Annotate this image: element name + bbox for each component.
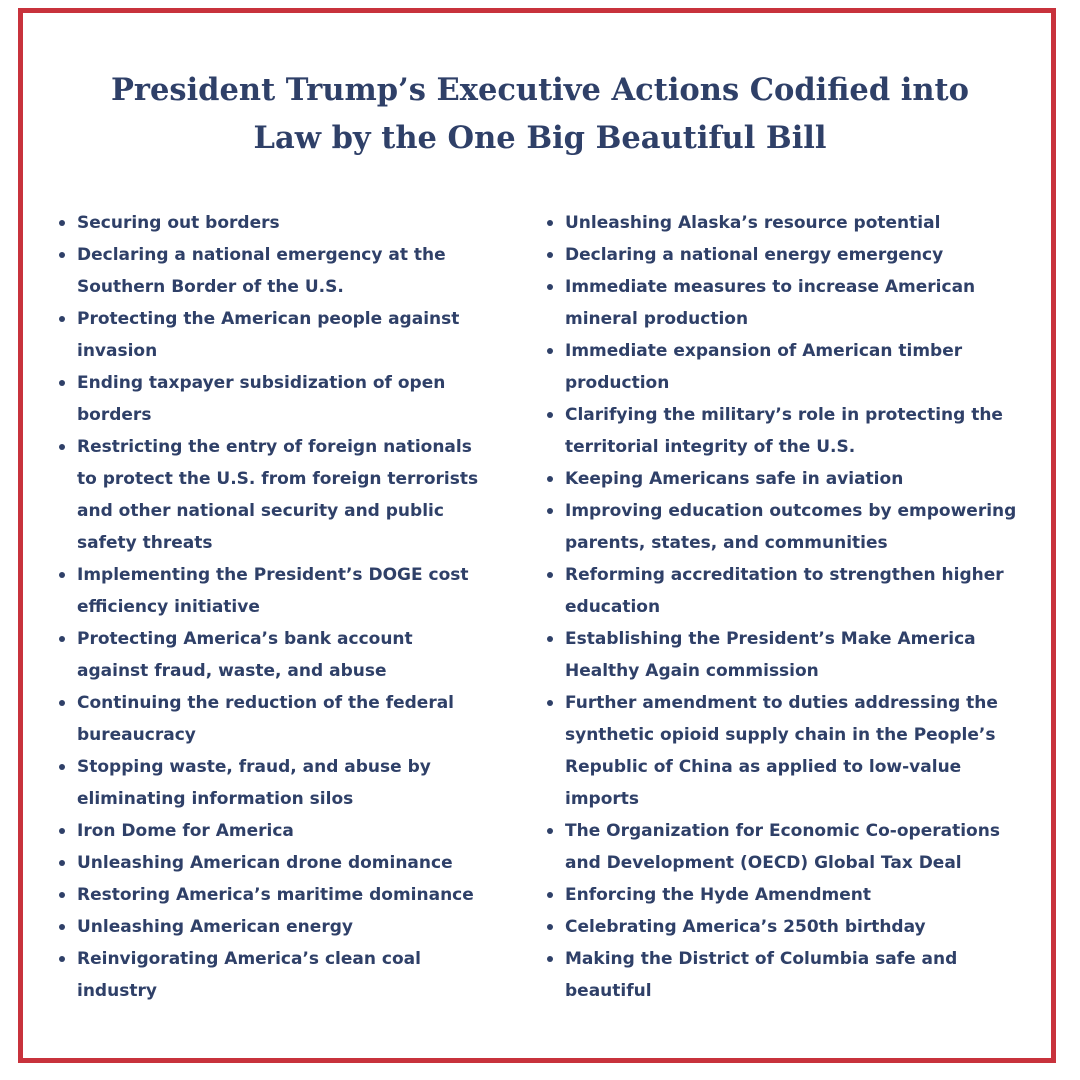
action-item-text: against fraud, waste, and abuse: [77, 661, 387, 681]
bullet-icon: [59, 220, 65, 226]
action-list-item: [52, 687, 502, 751]
action-item-text: Declaring a national energy emergency: [565, 245, 944, 265]
page-title: [0, 66, 1080, 162]
action-list-item: [540, 879, 1040, 911]
right-action-list: [540, 207, 1040, 1007]
action-list-item: [540, 815, 1040, 879]
action-list-item: [540, 207, 1040, 239]
bullet-icon: [59, 636, 65, 642]
action-list-item: [540, 559, 1040, 623]
bullet-icon: [547, 828, 553, 834]
action-item-text: Unleashing Alaska’s resource potential: [565, 213, 941, 233]
action-item-text: Ending taxpayer subsidization of open: [77, 373, 446, 393]
action-list-item: [52, 559, 502, 623]
action-list-item: [52, 367, 502, 431]
bullet-icon: [547, 252, 553, 258]
bullet-icon: [59, 924, 65, 930]
bullet-icon: [547, 924, 553, 930]
action-item-text: beautiful: [565, 981, 652, 1001]
action-list-item: [52, 847, 502, 879]
action-list-item: [540, 687, 1040, 815]
action-list-item: [540, 335, 1040, 399]
action-item-text: Enforcing the Hyde Amendment: [565, 885, 872, 905]
action-item-text: Unleashing American drone dominance: [77, 853, 453, 873]
bullet-icon: [59, 316, 65, 322]
action-item-text: Establishing the President’s Make America: [565, 629, 976, 649]
action-list-item: [52, 815, 502, 847]
bullet-icon: [59, 764, 65, 770]
action-list-item: [540, 399, 1040, 463]
action-list-item: [52, 431, 502, 559]
action-item-text: Republic of China as applied to low-value: [565, 757, 962, 777]
bullet-icon: [59, 700, 65, 706]
bullet-icon: [59, 380, 65, 386]
bullet-icon: [59, 956, 65, 962]
action-list-item: [52, 751, 502, 815]
title-line-1: President Trump’s Executive Actions Codified into: [111, 72, 969, 108]
action-item-text: Clarifying the military’s role in protecting the: [565, 405, 1003, 425]
action-item-text: Immediate measures to increase American: [565, 277, 976, 297]
action-list-item: [540, 271, 1040, 335]
action-item-text: synthetic opioid supply chain in the People’s: [565, 725, 996, 745]
bullet-icon: [547, 636, 553, 642]
action-list-item: [540, 495, 1040, 559]
action-item-text: Further amendment to duties addressing the: [565, 693, 998, 713]
action-item-text: Protecting America’s bank account: [77, 629, 413, 649]
action-item-text: Protecting the American people against: [77, 309, 460, 329]
action-item-text: Declaring a national emergency at the: [77, 245, 446, 265]
action-list-item: [540, 463, 1040, 495]
action-item-text: territorial integrity of the U.S.: [565, 437, 856, 457]
action-item-text: Stopping waste, fraud, and abuse by: [77, 757, 431, 777]
action-item-text: Making the District of Columbia safe and: [565, 949, 958, 969]
action-item-text: Improving education outcomes by empowering: [565, 501, 1017, 521]
bullet-icon: [547, 220, 553, 226]
action-item-text: and Development (OECD) Global Tax Deal: [565, 853, 962, 873]
bullet-icon: [59, 444, 65, 450]
action-item-text: Unleashing American energy: [77, 917, 353, 937]
bullet-icon: [59, 572, 65, 578]
bullet-icon: [547, 892, 553, 898]
left-action-list: [52, 207, 502, 1007]
action-list-item: [540, 623, 1040, 687]
action-item-text: Reforming accreditation to strengthen higher: [565, 565, 1004, 585]
action-list-item: [52, 623, 502, 687]
action-item-text: and other national security and public: [77, 501, 444, 521]
action-item-text: production: [565, 373, 670, 393]
bullet-icon: [59, 252, 65, 258]
action-item-text: imports: [565, 789, 640, 809]
action-item-text: Keeping Americans safe in aviation: [565, 469, 904, 489]
bullet-icon: [59, 860, 65, 866]
action-list-item: [52, 303, 502, 367]
action-item-text: invasion: [77, 341, 158, 361]
bullet-icon: [547, 476, 553, 482]
action-item-text: parents, states, and communities: [565, 533, 888, 553]
bullet-icon: [547, 956, 553, 962]
action-item-text: eliminating information silos: [77, 789, 354, 809]
bullet-icon: [547, 284, 553, 290]
action-item-text: Healthy Again commission: [565, 661, 819, 681]
action-item-text: to protect the U.S. from foreign terrorists: [77, 469, 479, 489]
bullet-icon: [59, 892, 65, 898]
action-item-text: Securing out borders: [77, 213, 280, 233]
action-item-text: Iron Dome for America: [77, 821, 294, 841]
action-list-item: [540, 239, 1040, 271]
action-list-item: [52, 879, 502, 911]
action-list-item: [540, 943, 1040, 1007]
action-item-text: education: [565, 597, 661, 617]
action-list-item: [52, 207, 502, 239]
action-item-text: Implementing the President’s DOGE cost: [77, 565, 469, 585]
action-list-item: [52, 943, 502, 1007]
action-item-text: safety threats: [77, 533, 213, 553]
bullet-icon: [547, 700, 553, 706]
action-item-text: mineral production: [565, 309, 749, 329]
bullet-icon: [547, 412, 553, 418]
action-item-text: Immediate expansion of American timber: [565, 341, 963, 361]
action-item-text: Celebrating America’s 250th birthday: [565, 917, 926, 937]
action-item-text: Southern Border of the U.S.: [77, 277, 344, 297]
action-item-text: Restoring America’s maritime dominance: [77, 885, 474, 905]
bullet-icon: [59, 828, 65, 834]
bullet-icon: [547, 572, 553, 578]
action-item-text: industry: [77, 981, 157, 1001]
action-item-text: Restricting the entry of foreign nationals: [77, 437, 472, 457]
action-list-item: [52, 239, 502, 303]
bullet-icon: [547, 508, 553, 514]
action-item-text: Continuing the reduction of the federal: [77, 693, 455, 713]
action-item-text: borders: [77, 405, 152, 425]
action-item-text: efficiency initiative: [77, 597, 260, 617]
action-item-text: bureaucracy: [77, 725, 196, 745]
title-line-2: Law by the One Big Beautiful Bill: [253, 120, 827, 156]
action-list-item: [52, 911, 502, 943]
action-list-item: [540, 911, 1040, 943]
bullet-icon: [547, 348, 553, 354]
action-item-text: The Organization for Economic Co-operations: [565, 821, 1000, 841]
action-item-text: Reinvigorating America’s clean coal: [77, 949, 421, 969]
